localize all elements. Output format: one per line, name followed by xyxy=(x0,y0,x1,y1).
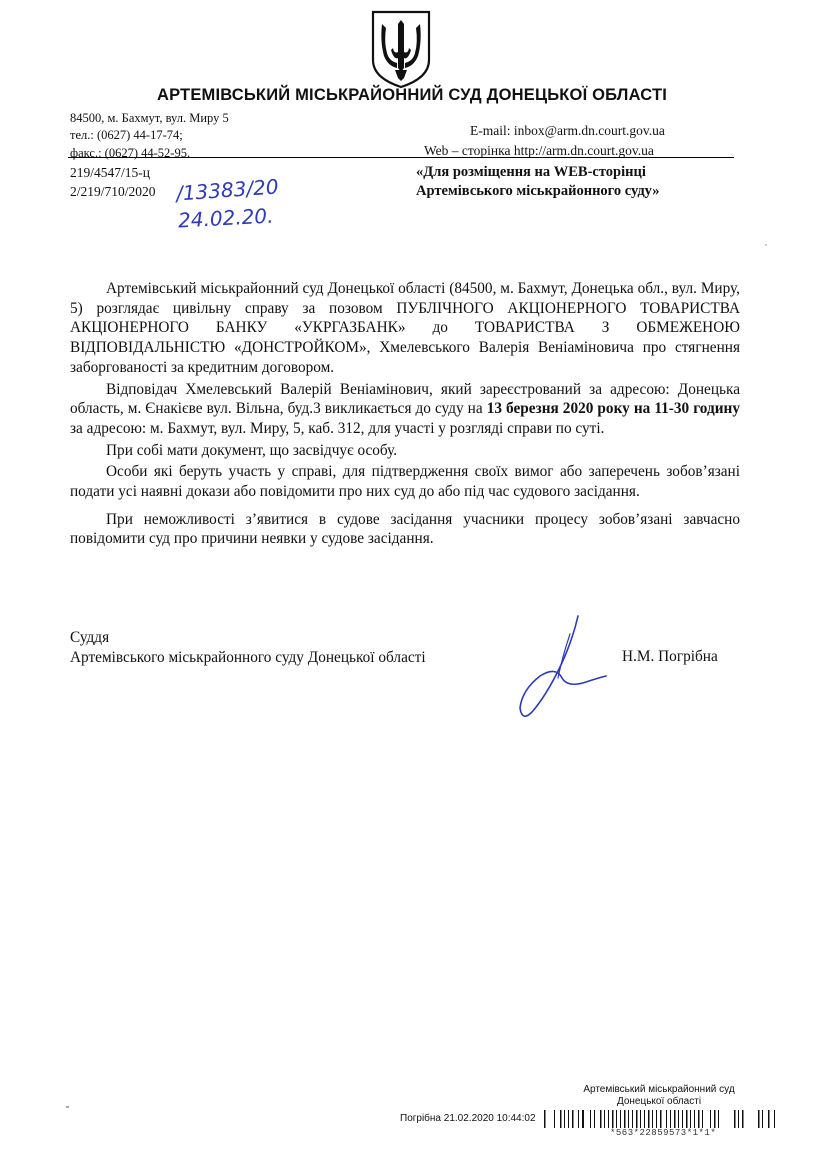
header-divider xyxy=(68,157,734,158)
scan-speck xyxy=(765,244,767,246)
summons-datetime: 13 березня 2020 року на 11-30 годину xyxy=(486,400,740,418)
letter-body xyxy=(70,279,740,551)
summons-text-a: Відповідач Хмелевський Валерій Веніамінович, який зареєстрований за адресою: Донецька область, м. Єнакієве вул. Вільна, буд.3 викликається до суду на xyxy=(70,380,740,418)
paragraph-evidence: Особи які беруть участь у справі, для підтвердження своїх вимог або заперечень зобов’язані подати усі наявні докази або повідомити про них суд до або під час судового засідання. xyxy=(70,463,740,501)
court-phone: тел.: (0627) 44-17-74; xyxy=(70,128,183,142)
court-name-heading: АРТЕМІВСЬКИЙ МІСЬКРАЙОННИЙ СУД ДОНЕЦЬКОЇ ОБЛАСТІ xyxy=(156,86,668,104)
handwritten-registration-number: /13383/20 xyxy=(175,174,280,206)
scan-speck xyxy=(66,1106,69,1108)
e-stamp-court-line-1: Артемівський міськрайонний суд xyxy=(583,1084,735,1095)
summons-text-b: за адресою: м. Бахмут, вул. Миру, 5, каб. 312, для участі у розгляді справи по суті. xyxy=(70,419,605,437)
outgoing-number: 2/219/710/2020 xyxy=(70,184,156,199)
paragraph-id-document: При собі мати документ, що засвідчує особу. xyxy=(106,441,398,459)
e-stamp-court xyxy=(578,1084,740,1108)
judge-block xyxy=(70,628,426,668)
judge-name: Н.М. Погрібна xyxy=(622,648,718,665)
paragraph-absence: При неможливості з’явитися в судове засідання учасники процесу зобов’язані завчасно повідомити суд про причини неявки у судове засідання. xyxy=(70,510,740,548)
case-number: 219/4547/15-ц xyxy=(70,165,150,180)
tryzub-coat-of-arms-icon xyxy=(370,8,432,90)
handwritten-registration-date: 24.02.20. xyxy=(177,203,274,233)
web-note-line-2: Артемівського міськрайонного суду» xyxy=(416,183,660,199)
court-address: 84500, м. Бахмут, вул. Миру 5 xyxy=(70,111,229,125)
barcode-number: *563*22859573*1*1* xyxy=(610,1128,717,1138)
paragraph-case: Артемівський міськрайонний суд Донецької області (84500, м. Бахмут, Донецька обл., вул. Миру, 5) розглядає цивільну справу за позовом ПУБЛІЧНОГО АКЦІОНЕРНОГО ТОВАРИСТВА АКЦІОНЕРНОГО БАНКУ «УКРГАЗБАНК» до ТОВАРИСТВА З ОБМЕЖЕНОЮ ВІДПОВІДАЛЬНІСТЮ «ДОНСТРОЙКОМ», Хмелевського Валерія Веніаміновича про стягнення заборгованості за кредитним договором. xyxy=(70,280,740,376)
court-email: E-mail: inbox@arm.dn.court.gov.ua xyxy=(470,123,665,138)
judge-title: Суддя xyxy=(70,629,110,646)
handwritten-signature-icon xyxy=(510,612,610,720)
e-stamp-court-line-2: Донецької області xyxy=(616,1096,702,1107)
web-publication-note xyxy=(416,163,660,201)
web-note-line-1: «Для розміщення на WEB-сторінці xyxy=(416,164,646,180)
e-signature-timestamp: Погрібна 21.02.2020 10:44:02 xyxy=(400,1113,536,1124)
court-web: Web – сторінка http://arm.dn.court.gov.ua xyxy=(424,143,654,158)
judge-court: Артемівського міськрайонного суду Донецької області xyxy=(70,649,426,666)
court-fax: факс.: (0627) 44-52-95. xyxy=(70,146,191,160)
paragraph-summons xyxy=(70,380,740,439)
barcode-icon xyxy=(542,1110,782,1130)
